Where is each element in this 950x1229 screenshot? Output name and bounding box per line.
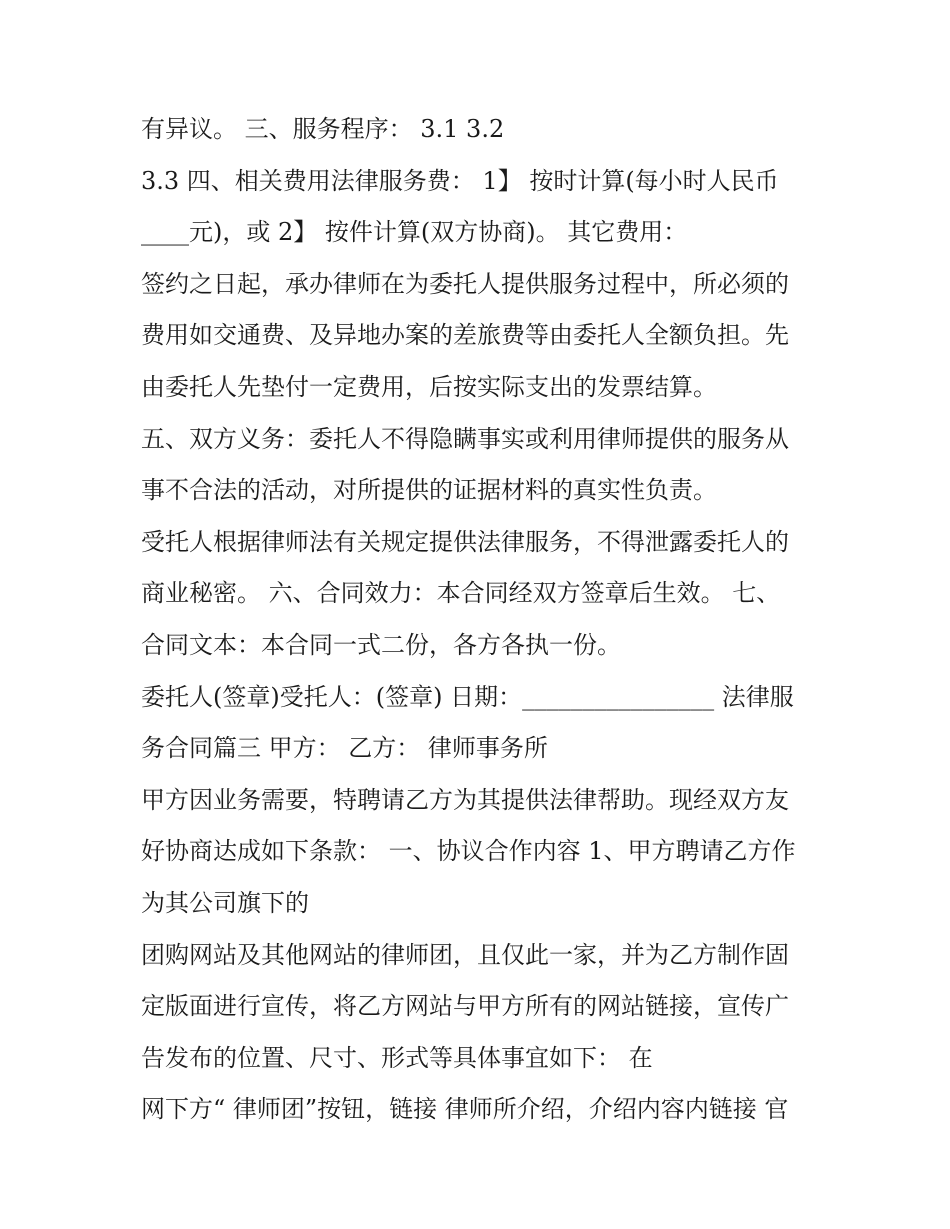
text-line: 好协商达成如下条款： 一、协议合作内容 1、甲方聘请乙方作 (141, 837, 796, 866)
text-line: 商业秘密。 六、合同效力：本合同经双方签章后生效。 七、 (141, 579, 781, 608)
text-line: 定版面进行宣传，将乙方网站与甲方所有的网站链接，宣传广 (141, 992, 789, 1021)
text-line: 甲方因业务需要，特聘请乙方为其提供法律帮助。现经双方友 (141, 785, 789, 814)
text-line: 网下方“ 律师团”按钮，链接 律师所介绍，介绍内容内链接 官 (141, 1095, 789, 1124)
text-line: 3.3 四、相关费用法律服务费： 1】 按时计算(每小时人民币 (141, 166, 779, 195)
text-line: 有异议。 三、服务程序： 3.1 3.2 (141, 115, 505, 143)
text-line: 告发布的位置、尺寸、形式等具体事宜如下： 在 (141, 1043, 653, 1072)
text-line: 由委托人先垫付一定费用，后按实际支出的发票结算。 (141, 372, 717, 401)
document-body (141, 104, 831, 1136)
text-line: 团购网站及其他网站的律师团，且仅此一家，并为乙方制作固 (141, 940, 789, 969)
text-line: 为其公司旗下的 (141, 888, 309, 917)
text-line: 签约之日起，承办律师在为委托人提供服务过程中，所必须的 (141, 269, 789, 298)
text-line: 事不合法的活动，对所提供的证据材料的真实性负责。 (141, 476, 717, 505)
text-line: 费用如交通费、及异地办案的差旅费等由委托人全额负担。先 (141, 321, 789, 350)
text-line: 委托人(签章)受托人：(签章) 日期：________________ 法律服 (141, 682, 794, 711)
text-line: 合同文本：本合同一式二份，各方各执一份。 (141, 630, 621, 659)
text-line: 务合同篇三 甲方： 乙方： 律师事务所 (141, 734, 548, 763)
text-line: 五、双方义务：委托人不得隐瞒事实或利用律师提供的服务从 (141, 424, 789, 453)
text-line: 受托人根据律师法有关规定提供法律服务，不得泄露委托人的 (141, 527, 789, 556)
text-line: ____元)，或 2】 按件计算(双方协商)。 其它费用： (141, 218, 688, 247)
